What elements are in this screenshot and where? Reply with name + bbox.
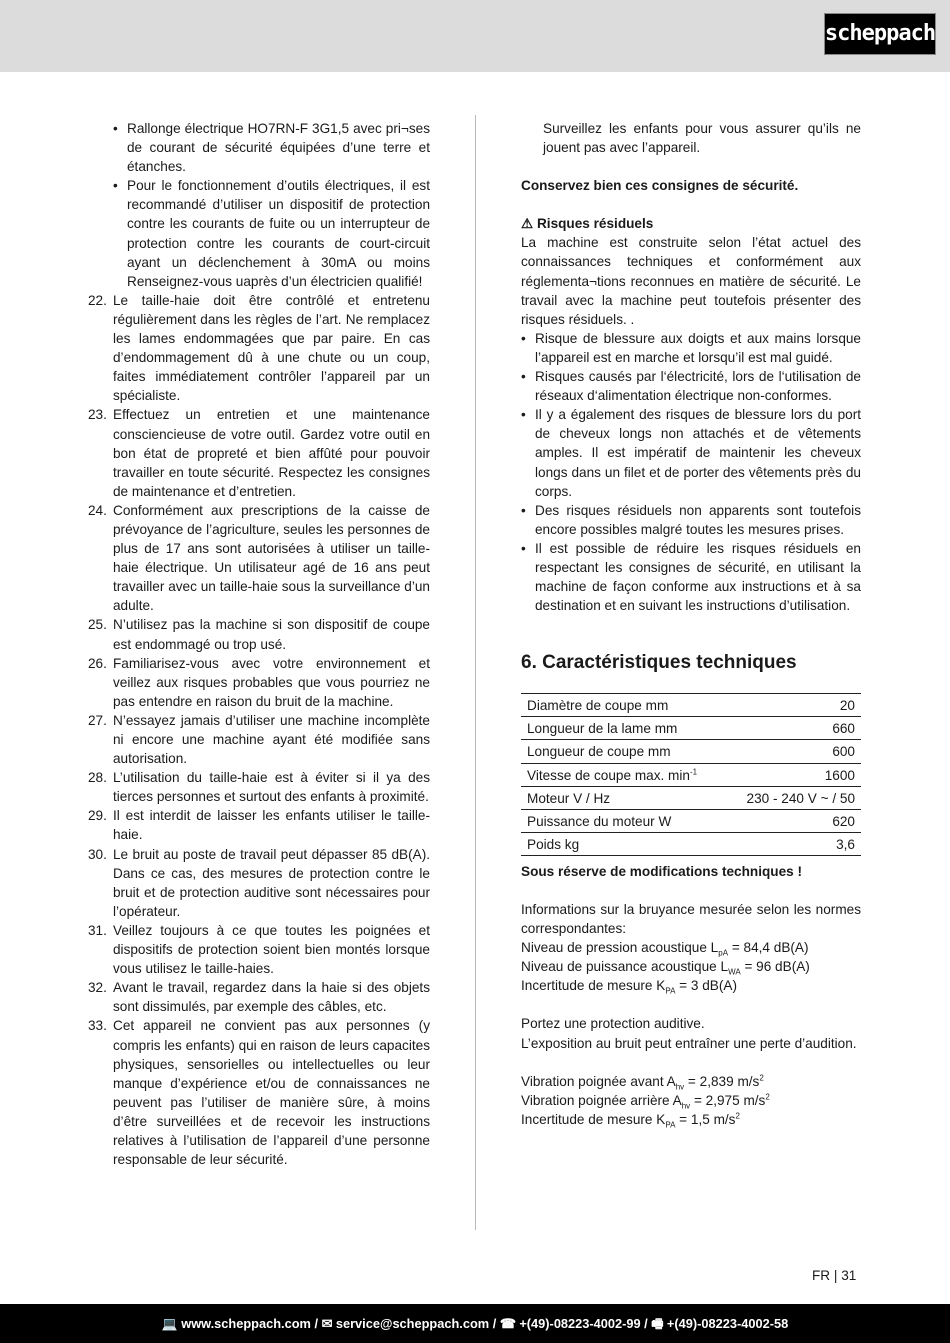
spec-label: Longueur de la lame mm xyxy=(521,717,726,740)
risk-item: • Des risques résiduels non apparents sont toutefois encore possibles malgré toutes les mesures prises. xyxy=(521,501,861,539)
risk-item: • Il y a également des risques de blessure lors du port de cheveux longs non attachés et de vêtements amples. Il est impératif de maintenir les cheveux longs dans un filet et de porter des vêtements près du corps. xyxy=(521,405,861,500)
vibration-value: Vibration poignée arrière $A_{hv} = 2,975$ $m/s^2$ xyxy=(521,1092,770,1111)
superscript: 2 xyxy=(759,1073,764,1083)
item-number: 22. xyxy=(88,292,107,308)
noise-value: Niveau de pression acoustique $L_{pA} = 84,4$ dB(A) xyxy=(521,940,809,958)
item-text: Familiarisez-vous avec votre environnement et veillez aux risques probables que vous pourriez ne pas entendre en raison du bruit de la machine. xyxy=(113,655,430,709)
vibration-value: Vibration poignée avant $A_{hv} = 2,839$ $m/s^2$ xyxy=(521,1073,764,1092)
item-number: 32. xyxy=(88,980,107,996)
subscript: hv xyxy=(681,1101,691,1111)
reserve-note: Sous réserve de modifications techniques ! xyxy=(521,863,803,879)
item-text: N’utilisez pas la machine si son dispositif de coupe est endommagé ou trop usé. xyxy=(113,617,430,652)
item-text: Conformément aux prescriptions de la caisse de prévoyance de l’agriculture, seules les personnes de plus de 17 ans sont autorisées à utiliser un taille-haie électrique. Un utilisateur agé de 16 ans peut travailler avec un taille-haie sous la surveillance d’un adulte. xyxy=(113,502,430,614)
numbered-item xyxy=(88,501,430,616)
risk-title: Risques résiduels xyxy=(536,216,654,232)
spec-value: 20 xyxy=(726,694,861,717)
footer-contact: 💻 www.scheppach.com / ✉ service@scheppach.com / ☎ +(49)-08223-4002-99 / 🖷 +(49)-08223-4002-58 xyxy=(0,1304,950,1343)
item-number: 24. xyxy=(88,502,107,518)
numbered-item xyxy=(88,845,430,921)
keep-instructions: Conservez bien ces consignes de sécurité. xyxy=(521,178,799,194)
spec-label: Diamètre de coupe mm xyxy=(521,694,726,717)
numbered-item xyxy=(88,921,430,978)
item-text: Le taille-haie doit être contrôlé et entretenu régulièrement dans les règles de l’art. Ne remplacez les lames endommagées que par paire. En cas d’endommagement dû à une chute ou un coup, faites immédiatement contrôler l’appareil par un spécialiste. xyxy=(113,292,430,404)
spec-row xyxy=(521,809,861,832)
numbered-item xyxy=(88,405,430,500)
superscript: 2 xyxy=(735,1111,740,1121)
spec-row xyxy=(521,740,861,763)
numbered-item xyxy=(88,1016,430,1169)
risk-item: • Il est possible de réduire les risques résiduels en respectant les consignes de sécurité, en utilisant la machine de façon conforme aux instructions et à sa destination et en suivant les instructions d’utilisation. xyxy=(521,539,861,615)
item-text: Avant le travail, regardez dans la haie si des objets sont dissimulés, par exemple des câbles, etc. xyxy=(113,980,430,1015)
item-text: N’essayez jamais d’utiliser une machine incomplète ni encore une machine ayant été modifiée sans autorisation. xyxy=(113,712,430,767)
numbered-item xyxy=(88,615,430,653)
risk-item: • Risques causés par l‘électricité, lors de l‘utilisation de réseaux d‘alimentation électrique non-conformes. xyxy=(521,367,861,405)
item-number: 29. xyxy=(88,808,107,824)
noise-value: Incertitude de mesure $K_{PA} = 3$ dB(A) xyxy=(521,978,737,997)
numbered-item xyxy=(88,768,430,806)
subscript: PA xyxy=(665,987,676,997)
numbered-item xyxy=(88,654,430,711)
list-item: • Rallonge électrique HO7RN-F 3G1,5 avec pri¬ses de courant de sécurité équipées d’une terre et étanches. xyxy=(113,119,430,176)
subscript: hv xyxy=(675,1082,685,1092)
spec-value: 600 xyxy=(726,740,861,763)
right-column xyxy=(521,119,861,1129)
item-text: Cet appareil ne convient pas aux personnes (y compris les enfants) qui en raison de leurs capacites physiques, sensorielles ou intellectuelles ou leur manque d’expérience et/ou de connaissances ne peuvent pas l’utiliser de manière sûre, à moins d’être surveillées et de recevoir les instructions relatives à l’utilisation de l’appareil d’une personne responsable de leur sécurité. xyxy=(113,1018,430,1168)
spec-value: 620 xyxy=(726,809,861,832)
numbered-item xyxy=(88,806,430,844)
item-text: Le bruit au poste de travail peut dépasser 85 dB(A). Dans ce cas, des mesures de protection contre le bruit et de protection auditive sont nécessaires pour l’opérateur. xyxy=(113,846,430,919)
item-number: 27. xyxy=(88,712,107,728)
exposure-note: L’exposition au bruit peut entraîner une perte d’audition. xyxy=(521,1035,857,1051)
protect-note: Portez une protection auditive. xyxy=(521,1016,705,1032)
item-number: 25. xyxy=(88,617,107,633)
spec-label: Puissance du moteur W xyxy=(521,809,726,832)
page-number: FR | 31 xyxy=(812,1268,857,1283)
spec-row xyxy=(521,832,861,855)
subscript: pA xyxy=(718,948,729,958)
risk-intro: La machine est construite selon l’état actuel des connaissances techniques et conformément aux réglementa¬tions reconnues en matière de sécurité. Le travail avec la machine peut toutefois présenter des risques résiduels. . xyxy=(521,235,861,327)
subscript: WA xyxy=(728,968,741,977)
spec-label: Moteur V / Hz xyxy=(521,786,726,809)
noise-intro: Informations sur la bruyance mesurée selon les normes correspondantes: xyxy=(521,902,861,937)
header-bar xyxy=(0,0,950,72)
noise-value: Niveau de puissance acoustique $L_{WA} = 96$ dB(A) xyxy=(521,959,810,977)
spec-value: 1600 xyxy=(726,763,861,786)
item-number: 23. xyxy=(88,407,107,423)
spec-value: 3,6 xyxy=(726,832,861,855)
section-title: 6. Caractéristiques techniques xyxy=(521,652,797,674)
item-text: Veillez toujours à ce que toutes les poignées et dispositifs de protection soient bien montés lorsque vous utilisez le taille-haies. xyxy=(113,922,430,977)
item-text: Effectuez un entretien et une maintenance consciencieuse de votre outil. Gardez votre outil en bon état de propreté et bien affûté pour pouvoir travailler en toute sécurité. Respectez les consignes de maintenance et d’entretien. xyxy=(113,407,430,499)
spec-row xyxy=(521,763,861,786)
spec-row xyxy=(521,786,861,809)
spec-label: Longueur de coupe mm xyxy=(521,740,726,763)
vibration-value: Incertitude de mesure $K_{PA} = 1,5$ $m/s^2$ xyxy=(521,1111,740,1130)
superscript: 2 xyxy=(765,1092,770,1102)
numbered-item xyxy=(88,711,430,768)
column-divider xyxy=(475,115,476,1230)
risk-heading xyxy=(521,214,861,233)
spec-label: Poids kg xyxy=(521,832,726,855)
specs-table xyxy=(521,693,861,856)
risk-item: • Risque de blessure aux doigts et aux mains lorsque l’appareil est en marche et lorsqu’il est mal guidé. xyxy=(521,329,861,367)
superscript: -1 xyxy=(689,767,698,776)
spec-row xyxy=(521,717,861,740)
spec-label: Vitesse de coupe max. $\min^{-1}$ xyxy=(521,763,726,786)
spec-value: 660 xyxy=(726,717,861,740)
numbered-item xyxy=(88,291,430,406)
subscript: PA xyxy=(665,1120,676,1130)
scheppach-logo: scheppach xyxy=(824,13,936,55)
item-number: 31. xyxy=(88,922,107,938)
list-item: • Pour le fonctionnement d’outils électriques, il est recommandé d’utiliser un dispositif de protection contre les courants de fuite ou un interrupteur de protection contre les courants de court-circuit ayant un déclenchement à 30mA ou moins Renseignez-vous uaprès d’un électricien qualifié! xyxy=(113,176,430,291)
left-column xyxy=(88,119,430,1169)
item-text: L’utilisation du taille-haie est à éviter si il ya des tierces personnes et surtout des enfants à proximité. xyxy=(113,770,430,805)
list-item-continuation: Surveillez les enfants pour vous assurer qu’ils ne jouent pas avec l’appareil. xyxy=(543,121,861,156)
item-number: 30. xyxy=(88,846,107,862)
item-number: 28. xyxy=(88,770,107,786)
numbered-item xyxy=(88,978,430,1016)
spec-row xyxy=(521,694,861,717)
item-number: 26. xyxy=(88,655,107,671)
spec-value: 230 - 240 V ~ / 50 xyxy=(726,786,861,809)
item-number: 33. xyxy=(88,1018,107,1034)
warning-icon: ⚠ xyxy=(521,216,534,232)
item-text: Il est interdit de laisser les enfants utiliser le taille-haie. xyxy=(113,808,430,843)
